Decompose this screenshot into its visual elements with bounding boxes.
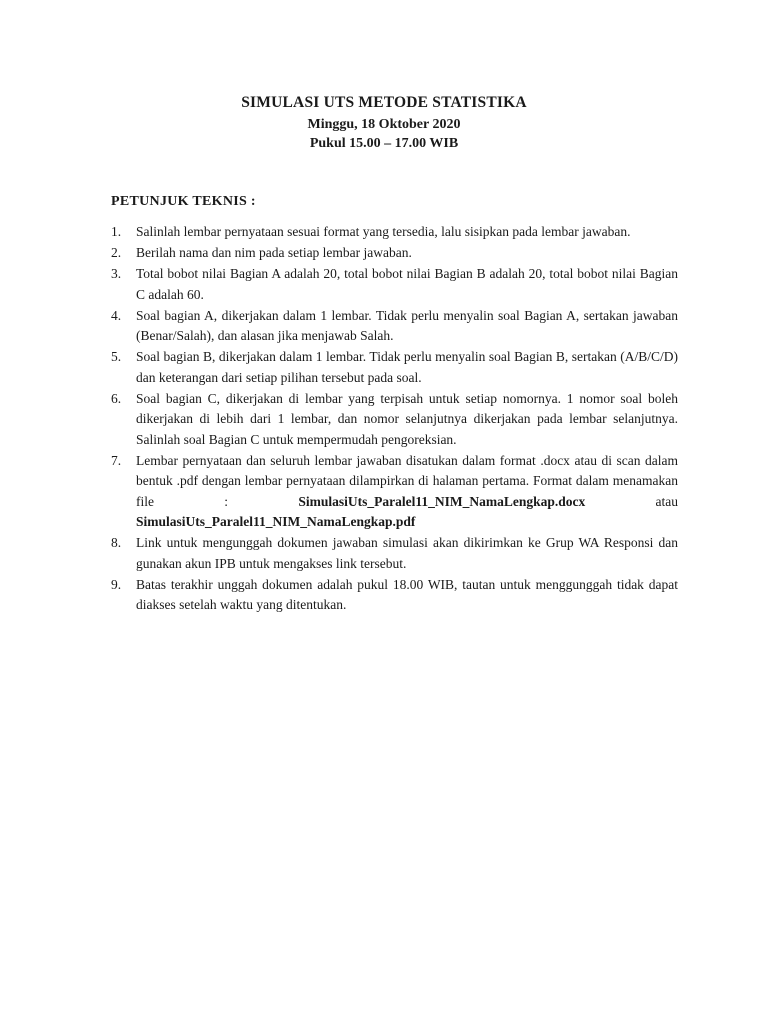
filename-connector: atau — [585, 493, 678, 509]
instruction-number: 6. — [111, 390, 122, 406]
instruction-number: 7. — [111, 452, 122, 468]
document-title: SIMULASI UTS METODE STATISTIKA — [241, 94, 527, 111]
filename-docx: SimulasiUts_Paralel11_NIM_NamaLengkap.docx — [298, 493, 586, 509]
instruction-text: Link untuk mengunggah dokumen jawaban simulasi akan dikirimkan ke Grup WA Responsi dan gunakan akun IPB untuk mengakses link tersebut. — [136, 535, 678, 571]
instruction-number: 8. — [111, 535, 122, 550]
instruction-item-8 — [111, 533, 678, 574]
instruction-item-3 — [111, 264, 678, 305]
instructions-heading: PETUNJUK TEKNIS : — [111, 194, 256, 209]
instruction-number: 9. — [111, 576, 122, 592]
instruction-item-1 — [111, 222, 678, 243]
instruction-number: 2. — [111, 245, 122, 260]
instruction-item-9 — [111, 575, 678, 616]
instruction-text: Soal bagian A, dikerjakan dalam 1 lembar. Tidak perlu menyalin soal Bagian A, sertakan jawaban (Benar/Salah), dan alasan jika menjawab Salah. — [136, 307, 678, 343]
instruction-text — [136, 451, 678, 533]
instruction-text: Total bobot nilai Bagian A adalah 20, total bobot nilai Bagian B adalah 20, total bobot nilai Bagian C adalah 60. — [136, 266, 678, 302]
instruction-item-5 — [111, 347, 678, 388]
instruction-item-2 — [111, 243, 678, 264]
document-date: Minggu, 18 Oktober 2020 — [307, 117, 461, 132]
instruction-number: 4. — [111, 307, 122, 323]
instruction-text: Berilah nama dan nim pada setiap lembar jawaban. — [136, 245, 412, 260]
instruction-item-7 — [111, 451, 678, 533]
instruction-text: Soal bagian C, dikerjakan di lembar yang terpisah untuk setiap nomornya. 1 nomor soal boleh dikerjakan di lebih dari 1 lembar, dan nomor selanjutnya dikerjakan pada lembar selanjutnya. Salinlah soal Bagian C untuk mempermudah pengoreksian. — [136, 390, 678, 447]
instruction-item-4 — [111, 306, 678, 347]
instruction-item-6 — [111, 389, 678, 451]
instruction-text: Batas terakhir unggah dokumen adalah pukul 18.00 WIB, tautan untuk menggunggah tidak dapat diakses setelah waktu yang ditentukan. — [136, 576, 678, 612]
instructions-list — [111, 222, 678, 616]
instruction-number: 1. — [111, 224, 122, 239]
instruction-text: Salinlah lembar pernyataan sesuai format yang tersedia, lalu sisipkan pada lembar jawaban. — [136, 224, 631, 239]
instruction-text-body: Lembar pernyataan dan seluruh lembar jawaban disatukan dalam format .docx atau di scan dalam bentuk .pdf dengan lembar pernyataan dilampirkan di halaman pertama. Format dalam menamakan file : — [136, 452, 678, 509]
filename-pdf: SimulasiUts_Paralel11_NIM_NamaLengkap.pdf — [136, 514, 416, 529]
instruction-number: 3. — [111, 266, 122, 281]
instruction-number: 5. — [111, 349, 122, 364]
document-time: Pukul 15.00 – 17.00 WIB — [309, 136, 459, 151]
instruction-text: Soal bagian B, dikerjakan dalam 1 lembar. Tidak perlu menyalin soal Bagian B, sertakan (A/B/C/D) dan keterangan dari setiap pilihan tersebut pada soal. — [136, 349, 678, 385]
